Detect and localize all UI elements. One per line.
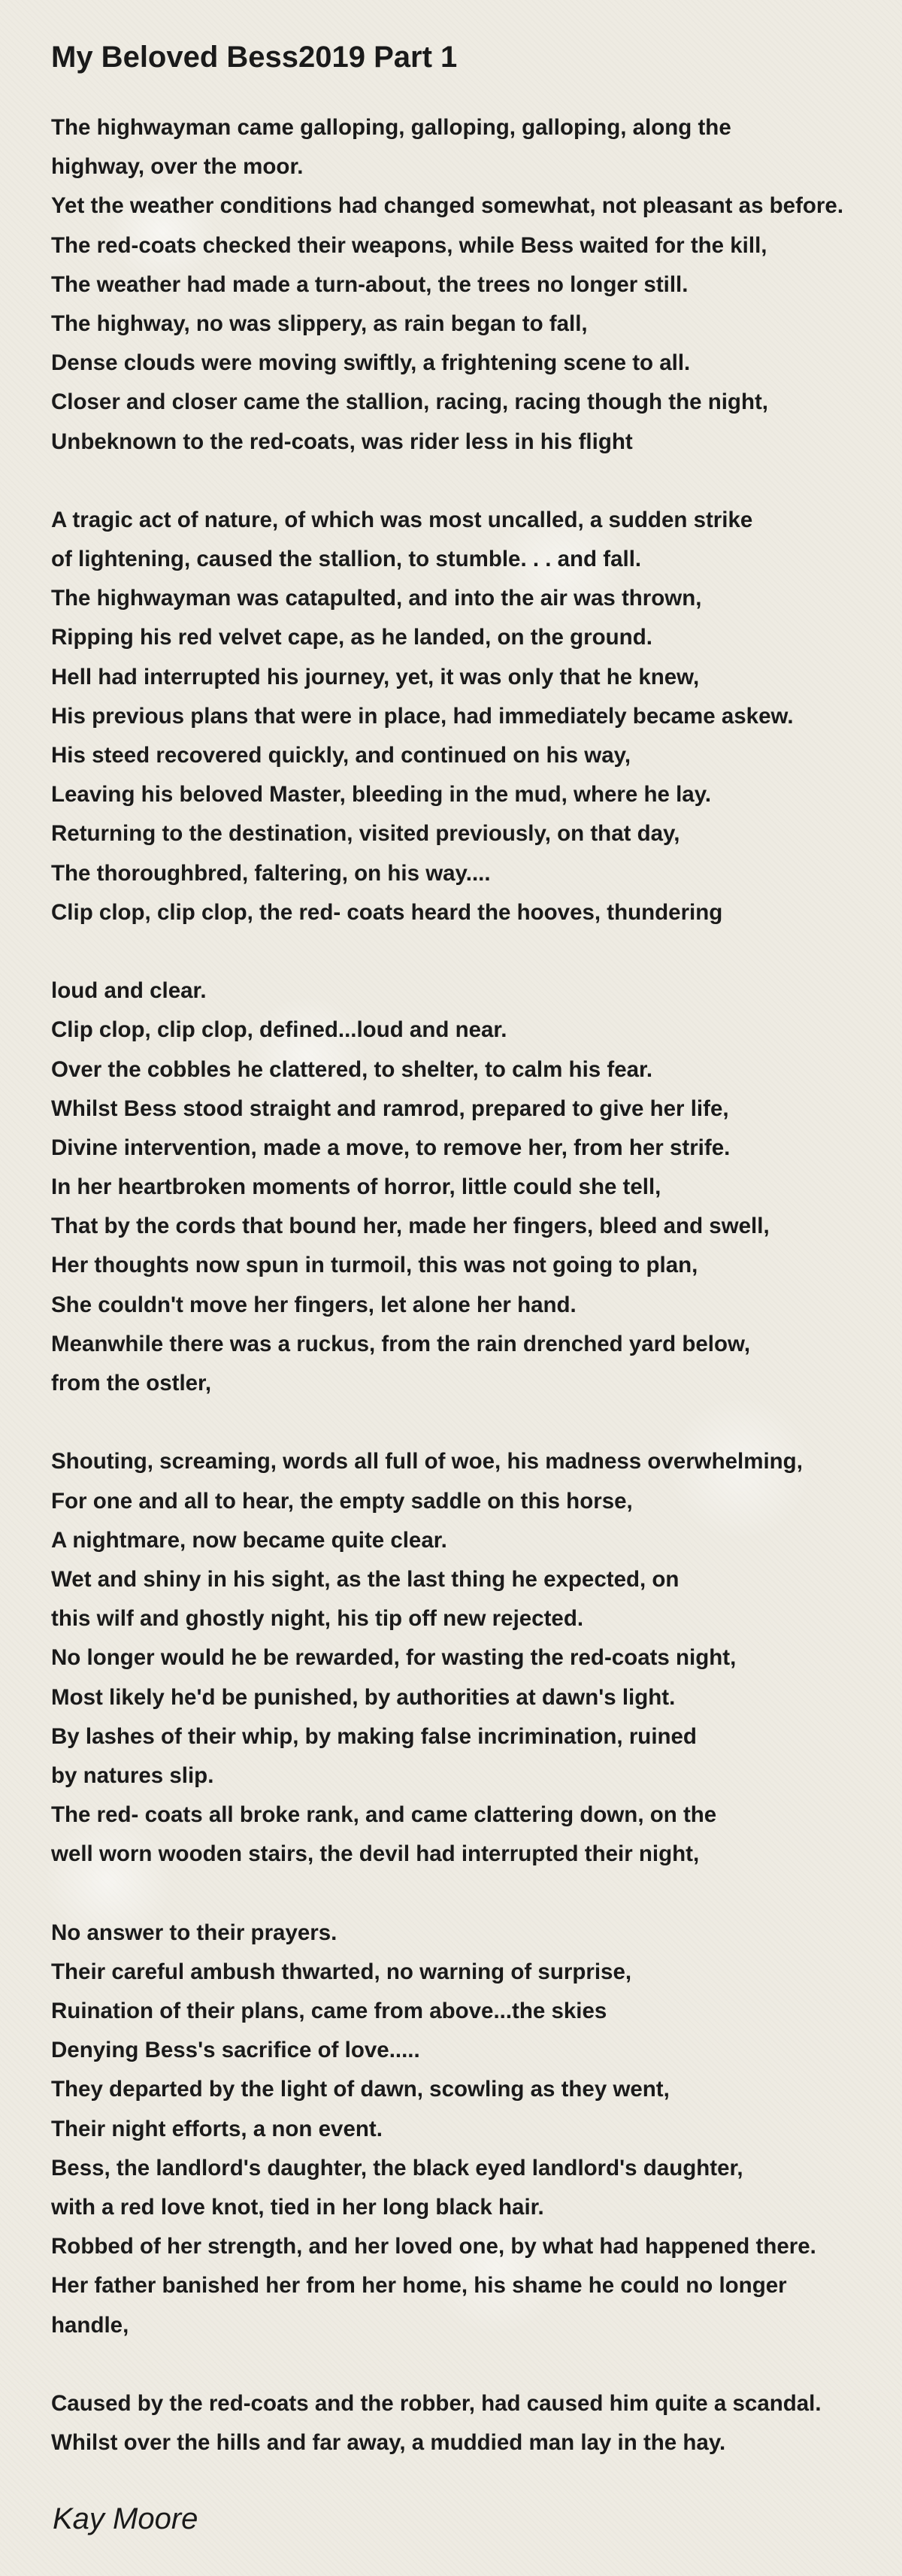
- poem-line: The thoroughbred, faltering, on his way....: [51, 860, 491, 886]
- poem-line: Whilst Bess stood straight and ramrod, prepared to give her life,: [51, 1096, 729, 1121]
- poem-line: No longer would he be rewarded, for wasting the red-coats night,: [51, 1645, 737, 1671]
- stanza-6: [51, 2384, 902, 2462]
- poem-line: His steed recovered quickly, and continued on his way,: [51, 743, 631, 768]
- poem-line: Bess, the landlord's daughter, the black eyed landlord's daughter,: [51, 2155, 743, 2181]
- poem-line: Over the cobbles he clattered, to shelter, to calm his fear.: [51, 1056, 653, 1082]
- poem-line: Hell had interrupted his journey, yet, it was only that he knew,: [51, 664, 700, 689]
- poem-line: The red- coats all broke rank, and came clattering down, on the: [51, 1802, 717, 1828]
- poem-line: of lightening, caused the stallion, to stumble. . . and fall.: [51, 547, 642, 572]
- poem-line: Unbeknown to the red-coats, was rider less in his flight: [51, 429, 633, 454]
- poem-line: A tragic act of nature, of which was most uncalled, a sudden strike: [51, 507, 753, 532]
- poem-line: That by the cords that bound her, made her fingers, bleed and swell,: [51, 1214, 770, 1239]
- poem-line: Shouting, screaming, words all full of woe, his madness overwhelming,: [51, 1449, 803, 1474]
- poem-line: Most likely he'd be punished, by authorities at dawn's light.: [51, 1684, 676, 1710]
- stanza-3: [51, 971, 902, 1403]
- poem-line: Returning to the destination, visited previously, on that day,: [51, 821, 680, 847]
- poem-line: Closer and closer came the stallion, racing, racing though the night,: [51, 389, 768, 415]
- poem-line: Leaving his beloved Master, bleeding in the mud, where he lay.: [51, 782, 712, 808]
- poem-line: The highwayman was catapulted, and into the air was thrown,: [51, 586, 702, 611]
- poem-line: The red-coats checked their weapons, while Bess waited for the kill,: [51, 232, 767, 258]
- poem-line: Clip clop, clip clop, defined...loud and near.: [51, 1017, 507, 1043]
- poem-line: The highway, no was slippery, as rain began to fall,: [51, 311, 588, 336]
- stanza-5: [51, 1914, 902, 2345]
- poem-line: by natures slip.: [51, 1762, 214, 1788]
- poem-line: Denying Bess's sacrifice of love.....: [51, 2038, 420, 2063]
- stanza-break: [51, 1874, 902, 1913]
- poem-line: A nightmare, now became quite clear.: [51, 1527, 447, 1553]
- poem-author: Kay Moore: [53, 2502, 198, 2535]
- poem-line: By lashes of their whip, by making false incrimination, ruined: [51, 1723, 697, 1749]
- poem-line: Their careful ambush thwarted, no warning of surprise,: [51, 1959, 632, 1984]
- poem-line: from the ostler,: [51, 1371, 212, 1396]
- stanza-break: [51, 2345, 902, 2384]
- stanza-break: [51, 932, 902, 971]
- poem-title: My Beloved Bess2019 Part 1: [51, 41, 458, 74]
- poem-line: Whilst over the hills and far away, a muddied man lay in the hay.: [51, 2430, 726, 2456]
- poem-line: Yet the weather conditions had changed somewhat, not pleasant as before.: [51, 193, 844, 219]
- poem-line: Their night efforts, a non event.: [51, 2116, 383, 2141]
- stanza-1: [51, 108, 902, 462]
- stanza-break: [51, 1403, 902, 1442]
- poem-line: For one and all to hear, the empty saddle on this horse,: [51, 1488, 633, 1514]
- poem-line: Her thoughts now spun in turmoil, this was not going to plan,: [51, 1253, 698, 1278]
- poem-line: Robbed of her strength, and her loved one, by what had happened there.: [51, 2234, 816, 2259]
- poem-line: Clip clop, clip clop, the red- coats heard the hooves, thundering: [51, 899, 723, 925]
- poem-line: highway, over the moor.: [51, 154, 304, 180]
- poem-line: They departed by the light of dawn, scowling as they went,: [51, 2077, 670, 2102]
- poem-line: well worn wooden stairs, the devil had interrupted their night,: [51, 1841, 700, 1867]
- poem-line: The highwayman came galloping, galloping, galloping, along the: [51, 115, 731, 140]
- poem-line: His previous plans that were in place, had immediately became askew.: [51, 703, 794, 729]
- poem-line: Caused by the red-coats and the robber, had caused him quite a scandal.: [51, 2390, 822, 2416]
- poem-line: Her father banished her from her home, his shame he could no longer: [51, 2273, 787, 2299]
- poem-line: this wilf and ghostly night, his tip off new rejected.: [51, 1606, 584, 1632]
- poem-line: She couldn't move her fingers, let alone her hand.: [51, 1292, 577, 1317]
- poem-line: Ruination of their plans, came from above...the skies: [51, 1999, 607, 2023]
- stanza-2: [51, 501, 902, 932]
- poem-line: The weather had made a turn-about, the trees no longer still.: [51, 271, 689, 297]
- stanza-4: [51, 1442, 902, 1874]
- stanza-break: [51, 462, 902, 501]
- poem-line: Divine intervention, made a move, to remove her, from her strife.: [51, 1135, 731, 1160]
- poem-line: handle,: [51, 2312, 129, 2338]
- poem-line: No answer to their prayers.: [51, 1920, 337, 1945]
- poem-line: Wet and shiny in his sight, as the last thing he expected, on: [51, 1566, 680, 1592]
- poem-line: Ripping his red velvet cape, as he landed, on the ground.: [51, 625, 652, 650]
- poem-line: Meanwhile there was a ruckus, from the rain drenched yard below,: [51, 1331, 751, 1356]
- poem-line: loud and clear.: [51, 978, 207, 1004]
- poem-body: [51, 108, 902, 2462]
- poem-line: with a red love knot, tied in her long black hair.: [51, 2194, 544, 2220]
- poem-line: In her heartbroken moments of horror, little could she tell,: [51, 1174, 661, 1200]
- poem-line: Dense clouds were moving swiftly, a frightening scene to all.: [51, 350, 691, 376]
